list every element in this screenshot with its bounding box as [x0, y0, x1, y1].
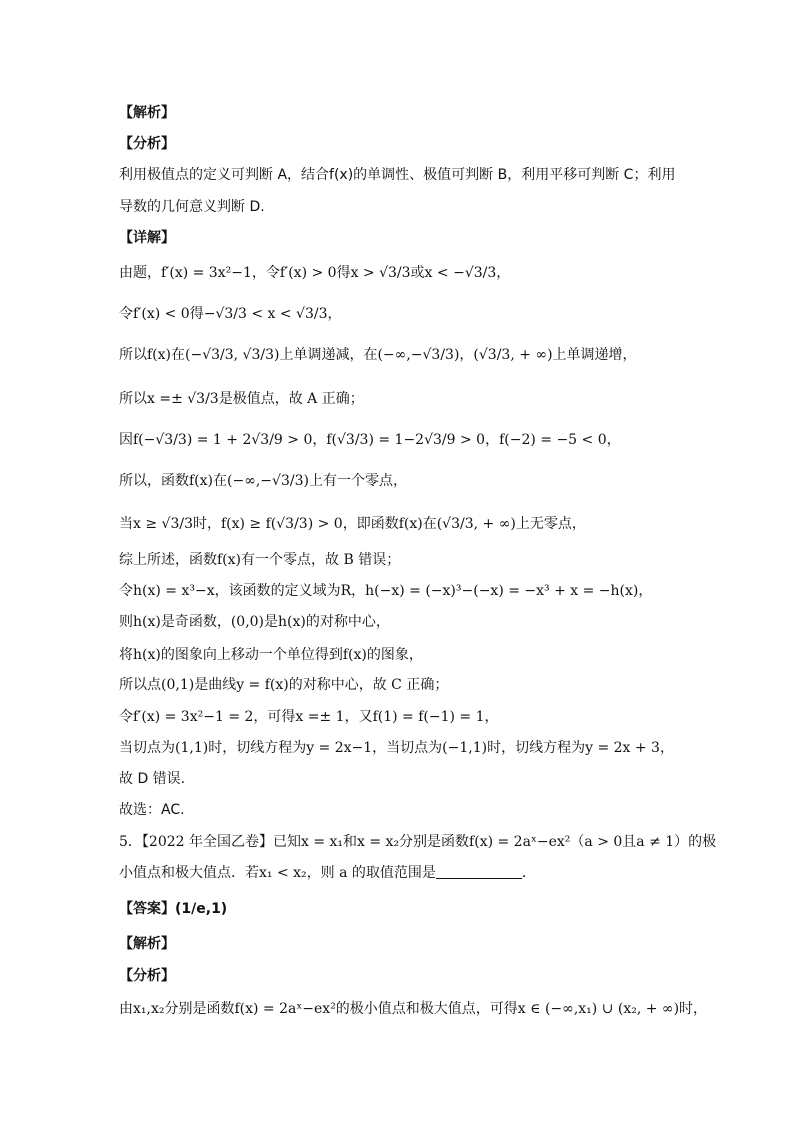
solution-line-7: 当x ≥ √3/3时，f(x) ≥ f(√3/3) > 0，即函数f(x)在(√3/3, + ∞)上无零点， [119, 516, 586, 532]
analysis-line-3: 由x₁,x₂分别是函数f(x) = 2aˣ−ex²的极小值点和极大值点，可得x ∈ (−∞,x₁) ∪ (x₂, + ∞)时， [119, 1001, 708, 1017]
section-heading-xiangjie: 【详解】 [119, 230, 175, 246]
solution-line-14: 当切点为(1,1)时，切线方程为y = 2x−1，当切点为(−1,1)时，切线方程为y = 2x + 3， [119, 740, 674, 756]
question-5-line-2 [119, 863, 536, 883]
solution-line-2: 令f′(x) < 0得−√3/3 < x < √3/3， [119, 306, 342, 322]
solution-line-5: 因f(−√3/3) = 1 + 2√3/9 > 0，f(√3/3) = 1−2√3/9 > 0，f(−2) = −5 < 0， [119, 432, 621, 448]
solution-line-1: 由题，f′(x) = 3x²−1，令f′(x) > 0得x > √3/3或x < −√3/3， [119, 265, 511, 281]
solution-line-3: 所以f(x)在(−√3/3, √3/3)上单调递减，在(−∞,−√3/3)，(√3/3, + ∞)上单调递增， [119, 347, 637, 363]
solution-line-15: 故 D 错误. [119, 771, 186, 787]
analysis-line-1: 利用极值点的定义可判断 A，结合f(x)的单调性、极值可判断 B，利用平移可判断 C；利用 [119, 167, 676, 183]
solution-line-11: 将h(x)的图象向上移动一个单位得到f(x)的图象， [119, 647, 423, 663]
section-heading-jiexi: 【解析】 [119, 105, 175, 121]
answer-blank [436, 864, 522, 879]
answer-choice: 故选：AC. [119, 802, 185, 818]
section-heading-jiexi-2: 【解析】 [119, 936, 175, 952]
question-5-text: 小值点和极大值点．若x₁ < x₂，则 a 的取值范围是 [119, 865, 436, 881]
solution-line-12: 所以点(0,1)是曲线y = f(x)的对称中心，故 C 正确； [119, 677, 449, 693]
section-heading-fenxi: 【分析】 [119, 136, 175, 152]
solution-line-8: 综上所述，函数f(x)有一个零点，故 B 错误； [119, 552, 401, 568]
question-5-period: ． [521, 865, 536, 881]
solution-line-10: 则h(x)是奇函数，(0,0)是h(x)的对称中心， [119, 614, 390, 630]
section-heading-fenxi-2: 【分析】 [119, 968, 175, 984]
solution-line-4: 所以x =± √3/3是极值点，故 A 正确； [119, 391, 364, 407]
analysis-line-2: 导数的几何意义判断 D. [119, 199, 265, 215]
question-5-line-1: 5．【2022 年全国乙卷】已知x = x₁和x = x₂分别是函数f(x) = 2aˣ−ex²（a > 0且a ≠ 1）的极 [119, 834, 717, 850]
solution-line-9: 令h(x) = x³−x，该函数的定义域为R，h(−x) = (−x)³−(−x) = −x³ + x = −h(x)， [119, 583, 653, 599]
answer-line: 【答案】(1/e,1) [119, 901, 228, 917]
solution-line-13: 令f′(x) = 3x²−1 = 2，可得x =± 1，又f(1) = f(−1) = 1， [119, 709, 499, 725]
solution-line-6: 所以，函数f(x)在(−∞,−√3/3)上有一个零点， [119, 473, 407, 489]
